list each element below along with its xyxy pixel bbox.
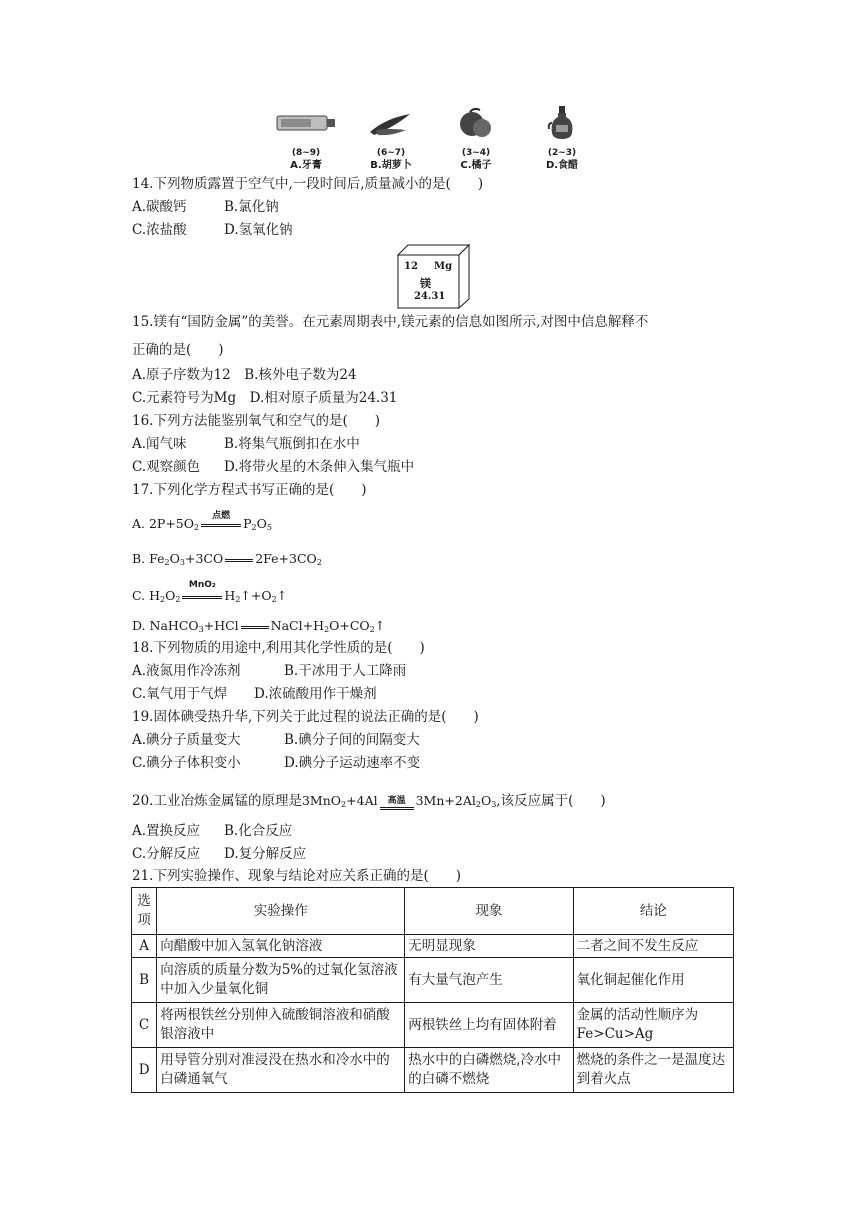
q18-options-cd — [132, 684, 377, 704]
q16-stem: 16.下列方法能鉴别氧气和空气的是( ) — [132, 413, 381, 429]
q19-stem: 19.固体碘受热升华,下列关于此过程的说法正确的是( ) — [132, 709, 479, 725]
header-operation: 实验操作 — [157, 888, 405, 935]
q20-options-cd — [132, 844, 307, 864]
q19-option-a[interactable]: A.碘分子质量变大 — [132, 732, 241, 748]
element-atomic-mass: 24.31 — [414, 291, 446, 302]
reaction-condition: 高温 — [380, 801, 414, 815]
q17-option-d[interactable]: D. NaHCO$_3$+HCl $NaCl+H_2O+CO_2↑$ — [132, 618, 386, 634]
q16-option-c[interactable]: C.观察颜色 — [132, 459, 201, 475]
q20-option-a[interactable]: A.置换反应 — [132, 823, 201, 839]
header-phenomenon: 现象 — [405, 888, 573, 935]
q20-options-ab — [132, 821, 293, 841]
element-name: 镁 — [420, 277, 431, 290]
toothpaste-icon — [275, 112, 337, 134]
q18-option-a[interactable]: A.液氮用作冷冻剂 — [132, 663, 241, 679]
q19-option-d[interactable]: D.碘分子运动速率不变 — [284, 755, 421, 771]
q20-option-c[interactable]: C.分解反应 — [132, 846, 201, 862]
element-symbol: Mg — [434, 261, 453, 272]
q16-option-b[interactable]: B.将集气瓶倒扣在水中 — [224, 436, 360, 452]
q19-option-c[interactable]: C.碘分子体积变小 — [132, 755, 241, 771]
q14-option-b[interactable]: B.氯化钠 — [224, 199, 279, 215]
vinegar-bottle-icon — [547, 105, 577, 141]
q19-option-b[interactable]: B.碘分子间的间隔变大 — [284, 732, 420, 748]
experiment-table — [131, 887, 734, 1093]
element-atomic-number: 12 — [404, 261, 418, 272]
q14-option-c[interactable]: C.浓盐酸 — [132, 222, 187, 238]
q16-options-ab — [132, 434, 360, 454]
q20-option-d[interactable]: D.复分解反应 — [224, 846, 307, 862]
reaction-condition: MnO₂ — [182, 590, 222, 604]
figure-orange: (3~4) C.橘子 — [436, 104, 516, 173]
q14-option-d[interactable]: D.氢氧化钠 — [224, 222, 293, 238]
ph-figure-row — [266, 104, 606, 176]
carrot-icon — [366, 108, 416, 138]
header-conclusion: 结论 — [573, 888, 733, 935]
q17-option-a[interactable]: A. $2P+5O_2$ 点燃 $P_2O_5$ — [132, 511, 272, 532]
q14-option-a[interactable]: A.碳酸钙 — [132, 199, 187, 215]
header-option: 选项 — [132, 888, 157, 935]
q15-options-cd[interactable]: C.元素符号为Mg D.相对原子质量为24.31 — [132, 390, 398, 406]
q16-options-cd — [132, 457, 415, 477]
q18-option-b[interactable]: B.干冰用于人工降雨 — [284, 663, 407, 679]
q14-options-ab — [132, 197, 279, 217]
q14-options-cd — [132, 220, 293, 240]
q20-option-b[interactable]: B.化合反应 — [224, 823, 293, 839]
q18-option-c[interactable]: C.氧气用于气焊 — [132, 686, 228, 702]
q15-stem-line2: 正确的是( ) — [132, 342, 224, 358]
orange-icon — [456, 106, 496, 140]
figure-vinegar: (2~3) D.食醋 — [522, 104, 602, 173]
q18-option-d[interactable]: D.浓硫酸用作干燥剂 — [254, 686, 377, 702]
q21-stem: 21.下列实验操作、现象与结论对应关系正确的是( ) — [132, 868, 462, 884]
q19-options-cd — [132, 753, 421, 773]
table-row[interactable]: B 向溶质的质量分数为5%的过氧化氢溶液中加入少量氧化铜 有大量气泡产生 氧化铜起催化作用 — [132, 958, 734, 1003]
q19-options-ab — [132, 730, 420, 750]
q20-stem: 20.工业冶炼金属锰的原理是3MnO$_2$+4Al 高温 $3Mn+2Al_2O_3$,该反应属于( ) — [132, 791, 606, 815]
table-row[interactable]: D 用导管分别对准浸没在热水和冷水中的白磷通氧气 热水中的白磷燃烧,冷水中的白磷不燃烧 燃烧的条件之一是温度达到着火点 — [132, 1048, 734, 1093]
figure-toothpaste: (8~9) A.牙膏 — [266, 104, 346, 173]
q14-stem: 14.下列物质露置于空气中,一段时间后,质量减小的是( ) — [132, 176, 484, 192]
q17-option-b[interactable]: B. $Fe_2O_3+3CO$ $2Fe+3CO_2$ — [132, 551, 322, 567]
q17-option-c[interactable]: C. $H_2O_2$ MnO₂ $H_2↑+O_2↑$ — [132, 580, 288, 604]
element-card-magnesium — [396, 243, 471, 309]
q16-option-d[interactable]: D.将带火星的木条伸入集气瓶中 — [224, 459, 415, 475]
q15-stem-line1: 15.镁有“国防金属”的美誉。在元素周期表中,镁元素的信息如图所示,对图中信息解释不 — [132, 314, 649, 330]
reaction-condition: 点燃 — [201, 518, 241, 532]
q18-options-ab — [132, 661, 407, 681]
figure-carrot: (6~7) B.胡萝卜 — [351, 104, 431, 173]
q15-options-ab[interactable]: A.原子序数为12 B.核外电子数为24 — [132, 367, 357, 383]
table-header-row — [132, 888, 734, 935]
q16-option-a[interactable]: A.闻气味 — [132, 436, 187, 452]
q18-stem: 18.下列物质的用途中,利用其化学性质的是( ) — [132, 640, 425, 656]
q17-stem: 17.下列化学方程式书写正确的是( ) — [132, 482, 367, 498]
table-row[interactable]: A 向醋酸中加入氢氧化钠溶液 无明显现象 二者之间不发生反应 — [132, 935, 734, 958]
table-row[interactable]: C 将两根铁丝分别伸入硫酸铜溶液和硝酸银溶液中 两根铁丝上均有固体附着 金属的活动性顺序为Fe>Cu>Ag — [132, 1003, 734, 1048]
